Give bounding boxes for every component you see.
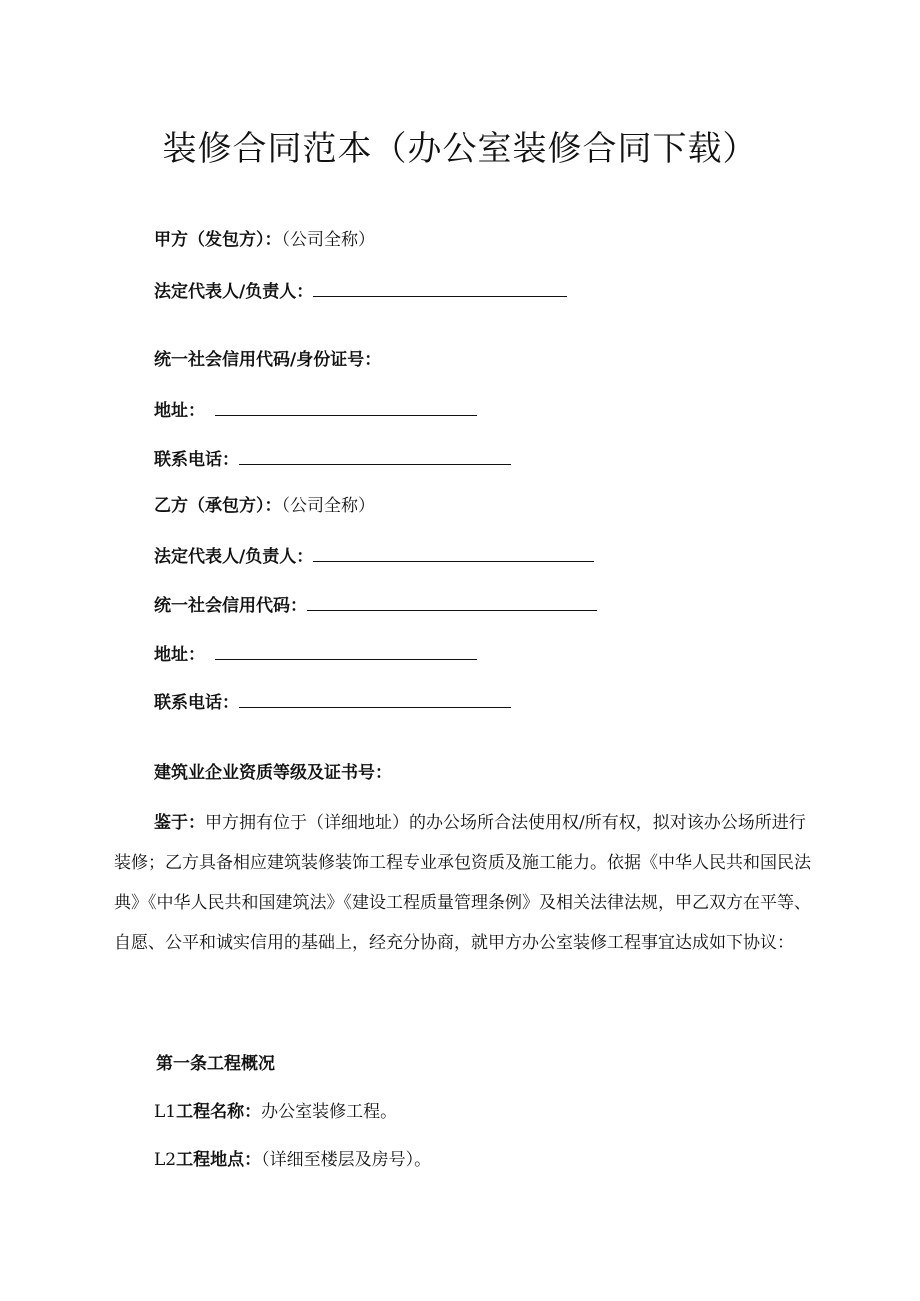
- item-2-label: 工程地点：: [176, 1150, 262, 1170]
- party-b-label: 乙方（承包方）：: [154, 496, 282, 516]
- whereas-paragraph: [114, 803, 814, 963]
- item-1-number: L1: [154, 1102, 177, 1122]
- party-b-address-blank[interactable]: [215, 641, 477, 660]
- party-b-line: [154, 494, 375, 518]
- article-1-heading: 第一条工程概况: [156, 1054, 275, 1074]
- party-b-rep-line: [154, 543, 594, 569]
- article-1-item-1: [154, 1100, 397, 1124]
- party-b-phone-label: 联系电话：: [154, 693, 239, 713]
- party-a-line: [154, 228, 375, 252]
- party-b-phone-line: [154, 689, 511, 715]
- party-a-phone-blank[interactable]: [239, 446, 511, 465]
- party-a-rep-label: 法定代表人/负责人：: [154, 282, 314, 302]
- party-a-address-line: [154, 397, 477, 423]
- party-b-address-label: 地址：: [154, 645, 205, 665]
- party-a-address-label: 地址：: [154, 401, 205, 421]
- item-2-value: （详细至楼层及房号）。: [261, 1150, 432, 1170]
- party-a-address-blank[interactable]: [215, 397, 477, 416]
- party-b-code-line: [154, 592, 597, 618]
- qualification-label: 建筑业企业资质等级及证书号：: [154, 763, 392, 783]
- qualification-line: [154, 761, 392, 785]
- item-1-label: 工程名称：: [176, 1102, 262, 1122]
- party-a-phone-line: [154, 446, 511, 472]
- party-a-value: （公司全称）: [281, 230, 375, 250]
- page-title: 装修合同范本（办公室装修合同下载）: [162, 129, 758, 169]
- item-2-number: L2: [154, 1150, 177, 1170]
- whereas-lead: 鉴于：: [154, 813, 205, 833]
- party-a-rep-blank[interactable]: [313, 278, 567, 297]
- party-b-code-label: 统一社会信用代码：: [154, 596, 307, 616]
- whereas-text: 甲方拥有位于（详细地址）的办公场所合法使用权/所有权，拟对该办公场所进行装修；乙方具备相应建筑装修装饰工程专业承包资质及施工能力。依据《中华人民共和国民法典》《中华人民共和国建筑法》《建设工程质量管理条例》及相关法律法规，甲乙双方在平等、自愿、公平和诚实信用的基础上，经充分协商，就甲方办公室装修工程事宜达成如下协议：: [114, 813, 811, 953]
- party-a-phone-label: 联系电话：: [154, 450, 239, 470]
- party-b-rep-blank[interactable]: [313, 543, 594, 562]
- party-a-code-line: [154, 348, 381, 372]
- party-b-phone-blank[interactable]: [239, 689, 511, 708]
- article-1-item-2: [154, 1148, 431, 1172]
- party-b-value: （公司全称）: [281, 496, 375, 516]
- party-a-rep-line: [154, 278, 567, 304]
- party-b-rep-label: 法定代表人/负责人：: [154, 547, 314, 567]
- party-b-address-line: [154, 641, 477, 667]
- item-1-value: 办公室装修工程。: [261, 1102, 398, 1122]
- party-a-code-label: 统一社会信用代码/身份证号：: [154, 350, 382, 370]
- party-b-code-blank[interactable]: [307, 592, 597, 611]
- party-a-label: 甲方（发包方）：: [154, 230, 282, 250]
